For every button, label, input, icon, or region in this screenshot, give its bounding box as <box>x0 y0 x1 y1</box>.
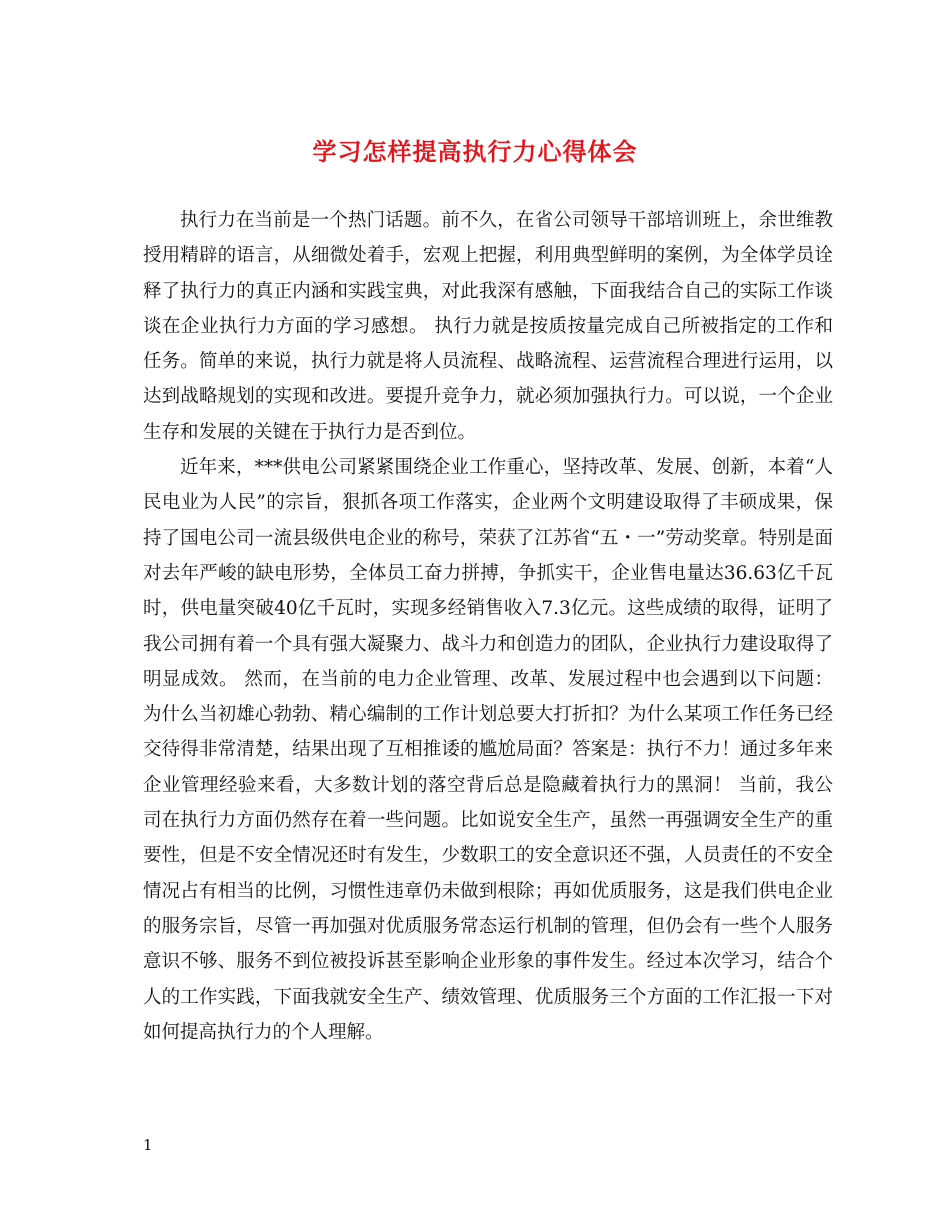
page-number: 1 <box>143 1136 153 1154</box>
paragraph: 近年来，***供电公司紧紧围绕企业工作重心，坚持改革、发展、创新，本着“人民电业为人民”的宗旨，狠抓各项工作落实，企业两个文明建设取得了丰硕成果，保持了国电公司一流县级供电企业的称号，荣获了江苏省“五・一”劳动奖章。特别是面对去年严峻的缺电形势，全体员工奋力拼搏，争抓实干，企业售电量达36.63亿千瓦时，供电量突破40亿千瓦时，实现多经销售收入7.3亿元。这些成绩的取得，证明了我公司拥有着一个具有强大凝聚力、战斗力和创造力的团队，企业执行力建设取得了明显成效。 然而，在当前的电力企业管理、改革、发展过程中也会遇到以下问题：为什么当初雄心勃勃、精心编制的工作计划总要大打折扣？为什么某项工作任务已经交待得非常清楚，结果出现了互相推诿的尴尬局面？答案是：执行不力！通过多年来企业管理经验来看，大多数计划的落空背后总是隐藏着执行力的黑洞！ 当前，我公司在执行力方面仍然存在着一些问题。比如说安全生产，虽然一再强调安全生产的重要性，但是不安全情况还时有发生，少数职工的安全意识还不强，人员责任的不安全情况占有相当的比例，习惯性违章仍未做到根除；再如优质服务，这是我们供电企业的服务宗旨，尽管一再加强对优质服务常态运行机制的管理，但仍会有一些个人服务意识不够、服务不到位被投诉甚至影响企业形象的事件发生。经过本次学习，结合个人的工作实践，下面我就安全生产、绩效管理、优质服务三个方面的工作汇报一下对如何提高执行力的个人理解。 <box>143 457 833 1043</box>
document-title: 学习怎样提高执行力心得体会 <box>312 137 638 166</box>
paragraph: 执行力在当前是一个热门话题。前不久，在省公司领导干部培训班上，余世维教授用精辟的语言，从细微处着手，宏观上把握，利用典型鲜明的案例，为全体学员诠释了执行力的真正内涵和实践宝典，对此我深有感触，下面我结合自己的实际工作谈谈在企业执行力方面的学习感想。 执行力就是按质按量完成自己所被指定的工作和任务。简单的来说，执行力就是将人员流程、战略流程、运营流程合理进行运用，以达到战略规划的实现和改进。要提升竞争力，就必须加强执行力。可以说，一个企业生存和发展的关键在于执行力是否到位。 <box>143 210 833 443</box>
document-body <box>143 203 833 1050</box>
